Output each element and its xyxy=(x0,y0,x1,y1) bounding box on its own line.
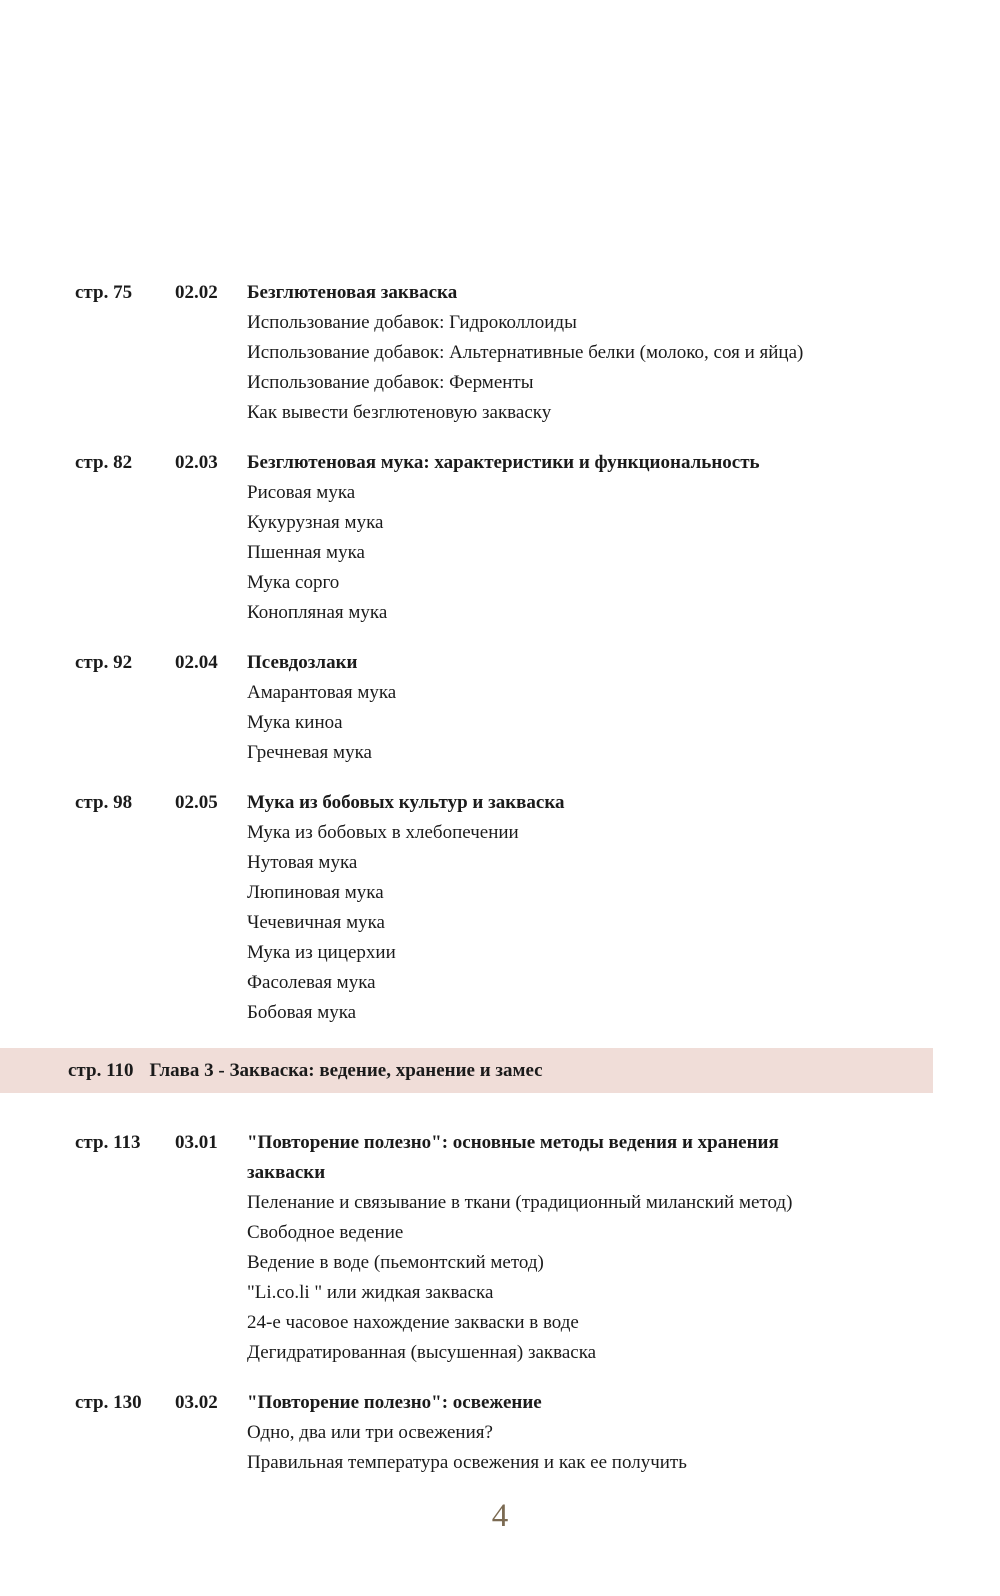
toc-subentry xyxy=(0,308,1000,338)
subentry-text: Кукурузная мука xyxy=(247,512,384,533)
entry-page-label: стр. 113 xyxy=(75,1132,141,1153)
toc-subentry xyxy=(0,738,1000,768)
subentry-text: Пеленание и связывание в ткани (традиционный миланский метод) xyxy=(247,1192,793,1213)
subentry-text: Фасолевая мука xyxy=(247,972,376,993)
entry-code: 02.04 xyxy=(175,652,218,673)
toc-entry xyxy=(0,1128,1000,1188)
toc-entry xyxy=(0,278,1000,308)
chapter-page-label: стр. 110 xyxy=(68,1060,134,1081)
toc-subentry xyxy=(0,568,1000,598)
entry-code: 02.02 xyxy=(175,282,218,303)
subentry-text: Дегидратированная (высушенная) закваска xyxy=(247,1342,597,1363)
subentry-text: Амарантовая мука xyxy=(247,682,397,703)
entry-title: "Повторение полезно": освежение xyxy=(247,1392,542,1413)
toc-subentry xyxy=(0,1278,1000,1308)
toc-subentry xyxy=(0,368,1000,398)
toc-section-03-01 xyxy=(0,1128,1000,1368)
entry-title: Безглютеновая закваска xyxy=(247,282,458,303)
subentry-text: Мука из цицерхии xyxy=(247,942,396,963)
subentry-text: Использование добавок: Ферменты xyxy=(247,372,534,393)
subentry-text: "Li.co.li " или жидкая закваска xyxy=(247,1282,494,1303)
toc-subentry xyxy=(0,678,1000,708)
subentry-text: Бобовая мука xyxy=(247,1002,357,1023)
subentry-text: Свободное ведение xyxy=(247,1222,404,1243)
toc-entry xyxy=(0,448,1000,478)
subentry-text: Конопляная мука xyxy=(247,602,388,623)
entry-title: Мука из бобовых культур и закваска xyxy=(247,792,565,813)
entry-page-label: стр. 75 xyxy=(75,282,133,303)
toc-section-02-03 xyxy=(0,448,1000,628)
entry-page-label: стр. 130 xyxy=(75,1392,142,1413)
toc-section-02-02 xyxy=(0,278,1000,428)
toc-subentry xyxy=(0,1338,1000,1368)
entry-code: 02.05 xyxy=(175,792,218,813)
toc-entry xyxy=(0,1388,1000,1418)
subentry-text: Люпиновая мука xyxy=(247,882,384,903)
toc-entry xyxy=(0,648,1000,678)
toc-subentry xyxy=(0,1308,1000,1338)
chapter-title: Глава 3 - Закваска: ведение, хранение и замес xyxy=(149,1060,543,1081)
subentry-text: Мука сорго xyxy=(247,572,340,593)
page-number: 4 xyxy=(491,1498,509,1534)
entry-title: Безглютеновая мука: характеристики и функциональность xyxy=(247,452,760,473)
subentry-text: Гречневая мука xyxy=(247,742,372,763)
toc-subentry xyxy=(0,708,1000,738)
subentry-text: Нутовая мука xyxy=(247,852,358,873)
toc-subentry xyxy=(0,538,1000,568)
toc-subentry xyxy=(0,1248,1000,1278)
toc-subentry xyxy=(0,478,1000,508)
entry-title: "Повторение полезно": основные методы ведения и хранения закваски xyxy=(247,1132,779,1183)
entry-page-label: стр. 98 xyxy=(75,792,133,813)
toc-subentry xyxy=(0,1448,1000,1478)
toc-subentry xyxy=(0,878,1000,908)
subentry-text: Мука из бобовых в хлебопечении xyxy=(247,822,519,843)
toc-subentry xyxy=(0,998,1000,1028)
subentry-text: Как вывести безглютеновую закваску xyxy=(247,402,552,423)
subentry-text: Ведение в воде (пьемонтский метод) xyxy=(247,1252,544,1273)
toc-subentry xyxy=(0,338,1000,368)
subentry-text: Пшенная мука xyxy=(247,542,365,563)
subentry-text: Использование добавок: Альтернативные белки (молоко, соя и яйца) xyxy=(247,342,804,363)
entry-code: 02.03 xyxy=(175,452,218,473)
subentry-text: Мука киноа xyxy=(247,712,343,733)
subentry-text: Чечевичная мука xyxy=(247,912,385,933)
toc-subentry xyxy=(0,848,1000,878)
toc-subentry xyxy=(0,1418,1000,1448)
subentry-text: Одно, два или три освежения? xyxy=(247,1422,493,1443)
subentry-text: Правильная температура освежения и как ее получить xyxy=(247,1452,687,1473)
toc-section-02-05 xyxy=(0,788,1000,1028)
subentry-text: Рисовая мука xyxy=(247,482,356,503)
toc-subentry xyxy=(0,968,1000,998)
subentry-text: 24-е часовое нахождение закваски в воде xyxy=(247,1312,579,1333)
toc-subentry xyxy=(0,938,1000,968)
toc-subentry xyxy=(0,1188,1000,1218)
entry-page-label: стр. 92 xyxy=(75,652,133,673)
entry-title: Псевдозлаки xyxy=(247,652,358,673)
chapter-banner xyxy=(0,1048,933,1093)
toc-section-03-02 xyxy=(0,1388,1000,1478)
entry-code: 03.02 xyxy=(175,1392,218,1413)
toc-subentry xyxy=(0,598,1000,628)
toc-entry xyxy=(0,788,1000,818)
subentry-text: Использование добавок: Гидроколлоиды xyxy=(247,312,577,333)
toc-subentry xyxy=(0,908,1000,938)
toc-section-02-04 xyxy=(0,648,1000,768)
toc-subentry xyxy=(0,508,1000,538)
toc-subentry xyxy=(0,818,1000,848)
toc-subentry xyxy=(0,1218,1000,1248)
entry-code: 03.01 xyxy=(175,1132,218,1153)
toc-subentry xyxy=(0,398,1000,428)
entry-page-label: стр. 82 xyxy=(75,452,133,473)
